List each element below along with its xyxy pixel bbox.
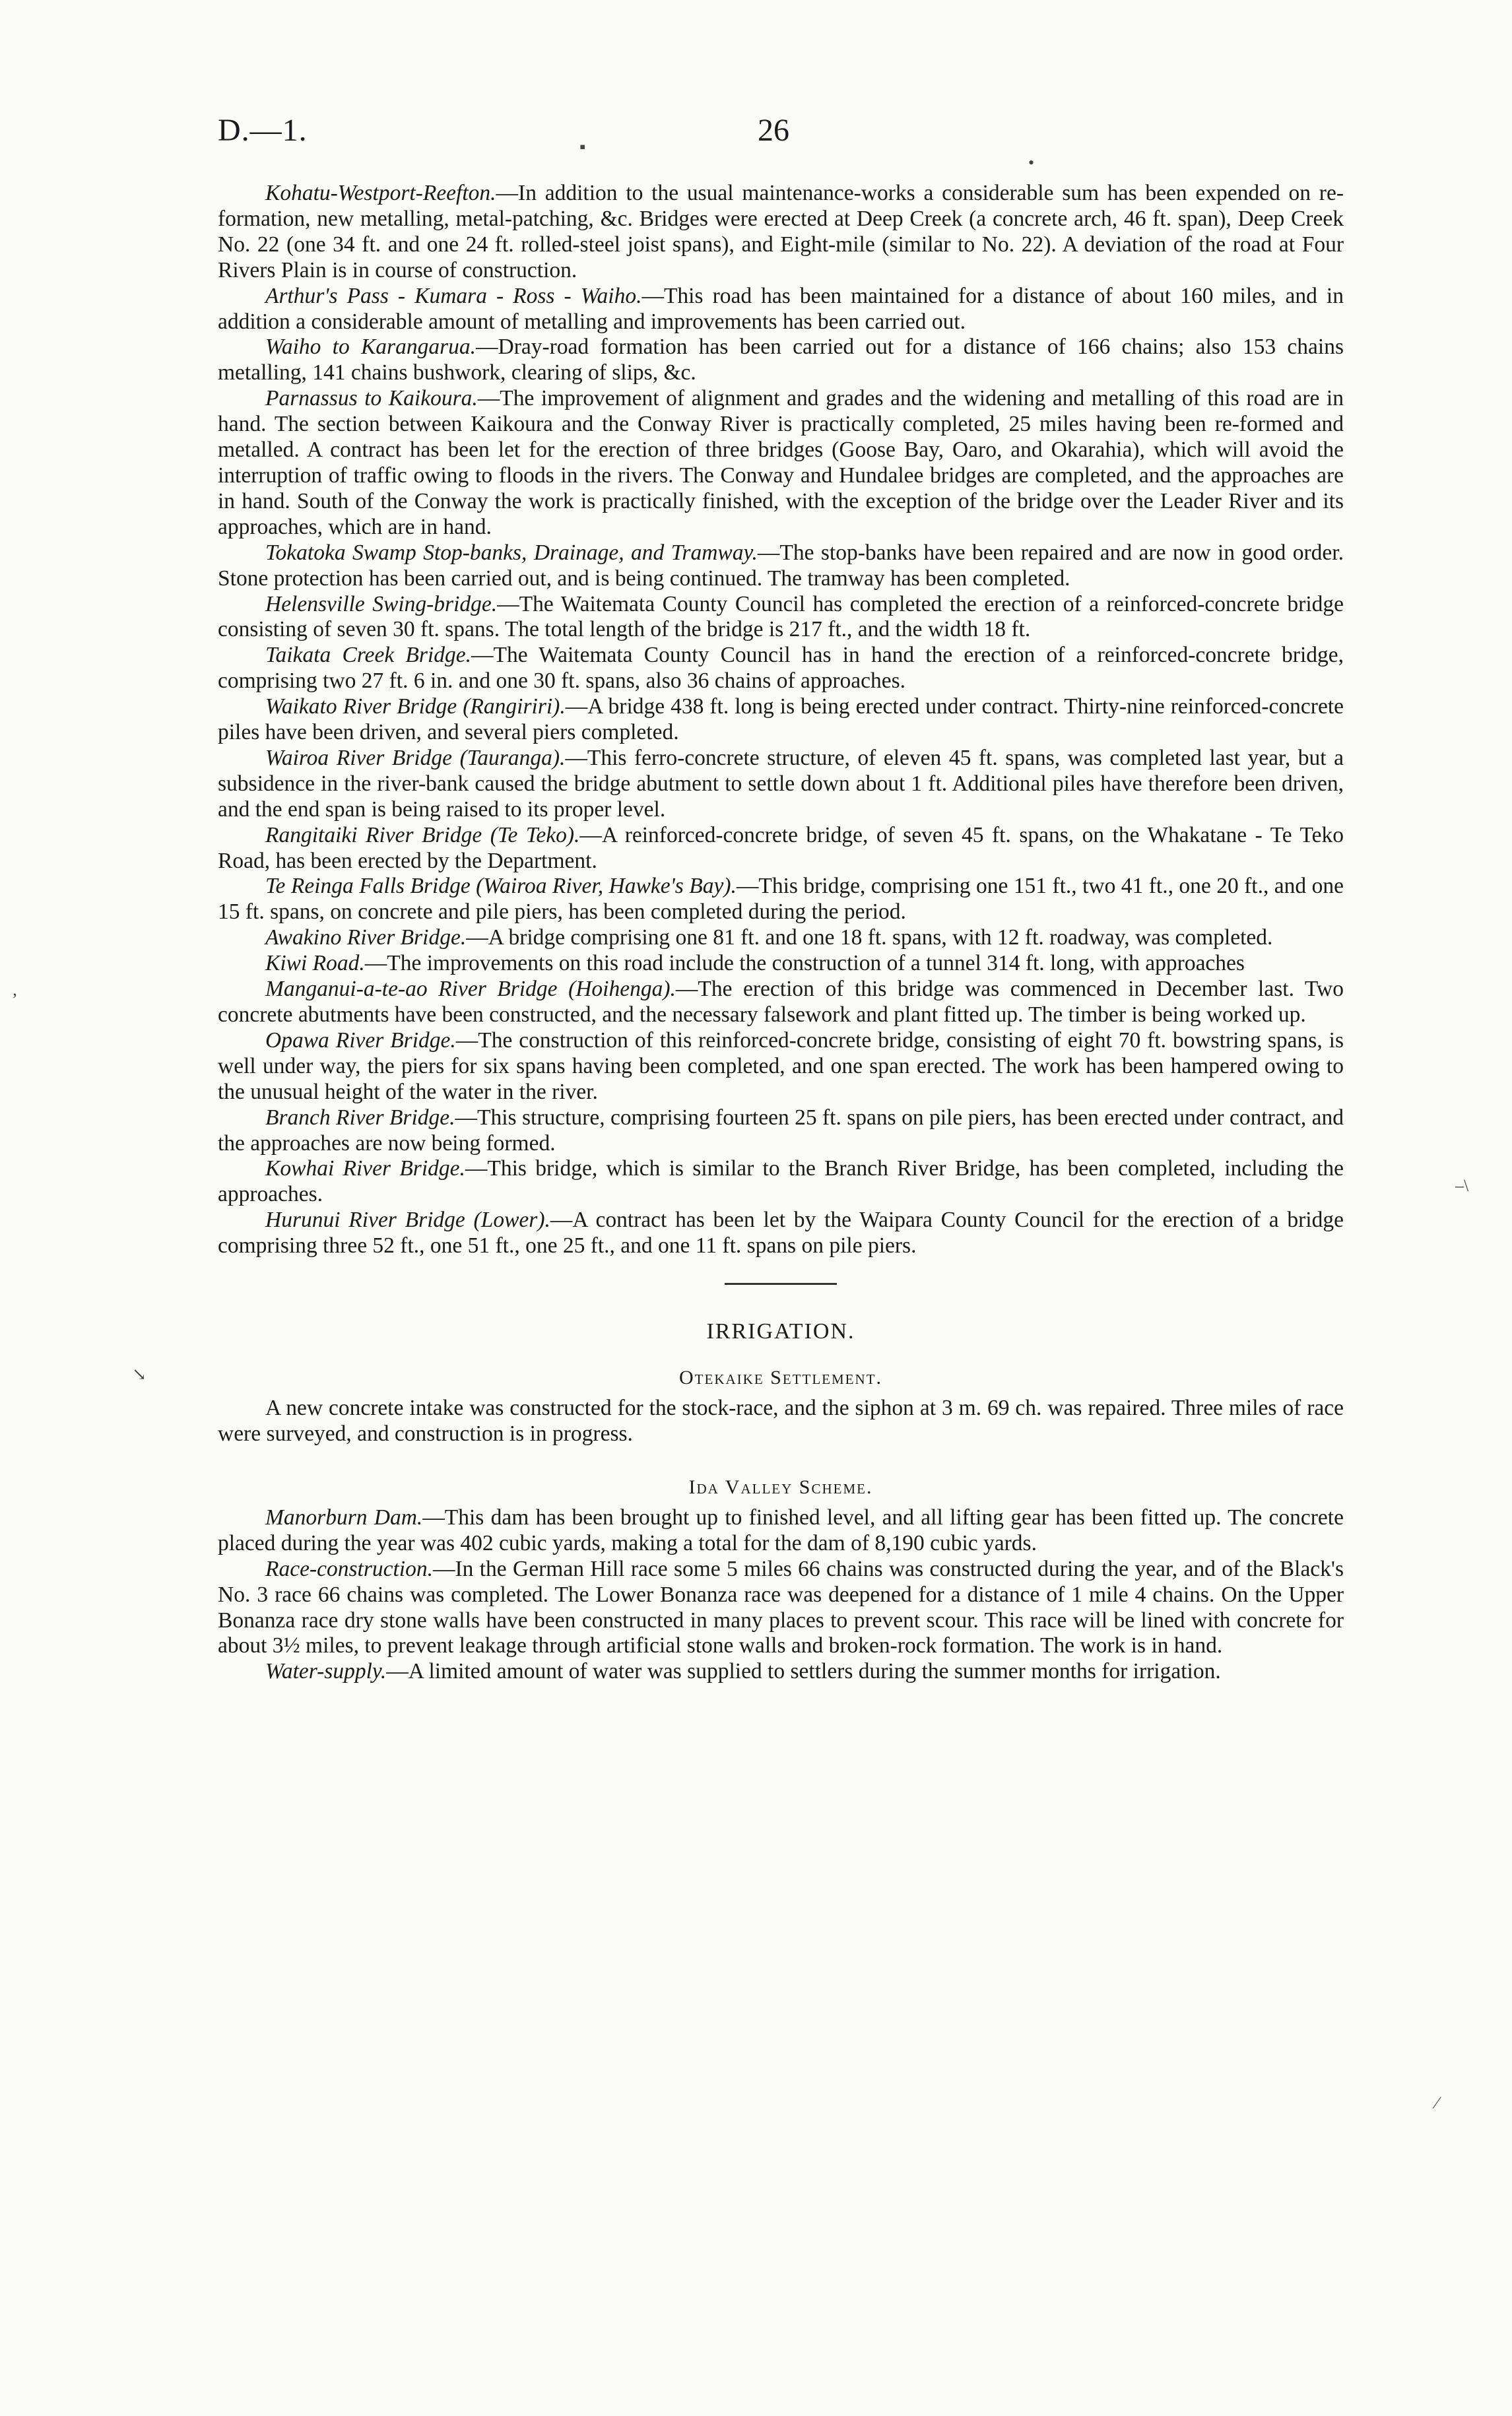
paragraph-wairoa: Wairoa River Bridge (Tauranga).—This ferro-concrete structure, of eleven 45 ft. spans, was completed last year, but a subsidence in the river-bank caused the bridge abutment to settle down about 1 ft. Additional piles have therefore been driven, and the end span is being raised to its proper level. [218, 745, 1344, 822]
paragraph-kiwi-road: Kiwi Road.—The improvements on this road include the construction of a tunnel 314 ft. long, with approaches [265, 951, 1245, 976]
paragraph-waikato: Waikato River Bridge (Rangiriri).—A bridge 438 ft. long is being erected under contract. Thirty-nine reinforced-concrete piles have been driven, and several piers completed. [218, 694, 1344, 745]
document-code: D.—1. [218, 113, 308, 148]
paragraph-hurunui: Hurunui River Bridge (Lower).—A contract has been let by the Waipara County Council for the erection of a bridge comprising three 52 ft., one 51 ft., one 25 ft., and one 11 ft. spans on pile piers. [218, 1208, 1344, 1258]
ida-valley-heading: Ida Valley Scheme. [688, 1476, 873, 1498]
spacer [218, 1447, 1344, 1476]
paragraph-race-construction: Race-construction.—In the German Hill race some 5 miles 66 chains was constructed during the year, and of the Black's No. 3 race 66 chains was completed. The Lower Bonanza race was deepened for a distance of 1 mile 4 chains. On the Upper Bonanza race dry stone walls have been constructed in many places to prevent scour. This race will be lined with concrete for about 3½ miles, to prevent leakage through artificial stone walls and broken-rock formation. The work is in hand. [218, 1556, 1344, 1658]
scan-speck: ▪ [579, 137, 586, 156]
section-divider [725, 1283, 837, 1285]
irrigation-heading: IRRIGATION. [706, 1319, 855, 1344]
irrigation-section [218, 1319, 1344, 1685]
scan-speck: ʼ [12, 990, 18, 1009]
paragraph-water-supply: Water-supply.—A limited amount of water was supplied to settlers during the summer months for irrigation. [265, 1659, 1221, 1684]
paragraph-te-reinga: Te Reinga Falls Bridge (Wairoa River, Hawke's Bay).—This bridge, comprising one 151 ft., two 41 ft., one 20 ft., and one 15 ft. spans, on concrete and pile piers, has been completed during the period. [218, 874, 1344, 925]
paragraph-awakino: Awakino River Bridge.—A bridge comprising one 81 ft. and one 18 ft. spans, with 12 ft. roadway, was completed. [265, 925, 1273, 950]
paragraph-arthurs-pass: Arthur's Pass - Kumara - Ross - Waiho.—This road has been maintained for a distance of about 160 miles, and in addition a considerable amount of metalling and improvements has been carried out. [218, 283, 1344, 334]
paragraph-otekaike: A new concrete intake was constructed for the stock-race, and the siphon at 3 m. 69 ch. was repaired. Three miles of race were surveyed, and construction is in progress. [218, 1396, 1344, 1446]
paragraph-manganui: Manganui-a-te-ao River Bridge (Hoihenga).—The erection of this bridge was commenced in December last. Two concrete abutments have been constructed, and the necessary falsework and plant fitted up. The timber is being worked up. [218, 977, 1344, 1027]
paragraph-waiho: Waiho to Karangarua.—Dray-road formation has been carried out for a distance of 166 chains; also 153 chains metalling, 141 chains bushwork, clearing of slips, &c. [218, 335, 1344, 385]
otekaike-heading: Otekaike Settlement. [679, 1367, 882, 1389]
paragraph-kohatu: Kohatu-Westport-Reefton.—In addition to the usual maintenance-works a considerable sum has been expended on re-formation, new metalling, metal-patching, &c. Bridges were erected at Deep Creek (a concrete arch, 46 ft. span), Deep Creek No. 22 (one 34 ft. and one 24 ft. rolled-steel joist spans), and Eight-mile (similar to No. 22). A deviation of the road at Four Rivers Plain is in course of construction. [218, 181, 1344, 282]
paragraph-opawa: Opawa River Bridge.—The construction of this reinforced-concrete bridge, consisting of eight 70 ft. bowstring spans, is well under way, the piers for six spans having been completed, and one span erected. The work has been hampered owing to the unusual height of the water in the river. [218, 1028, 1344, 1104]
paragraph-parnassus: Parnassus to Kaikoura.—The improvement of alignment and grades and the widening and metalling of this road are in hand. The section between Kaikoura and the Conway River is practically completed, 25 miles having been re-formed and metalled. A contract has been let for the erection of three bridges (Goose Bay, Oaro, and Okarahia), which will avoid the interruption of traffic owing to floods in the rivers. The Conway and Hundalee bridges are completed, and the approaches are in hand. South of the Conway the work is practically finished, with the exception of the bridge over the Leader River and its approaches, which are in hand. [218, 386, 1344, 539]
paragraph-rangitaiki: Rangitaiki River Bridge (Te Teko).—A reinforced-concrete bridge, of seven 45 ft. spans, on the Whakatane - Te Teko Road, has been erected by the Department. [218, 822, 1344, 873]
page-body [218, 181, 1344, 1685]
roads-section [218, 181, 1344, 1259]
paragraph-kowhai: Kowhai River Bridge.—This bridge, which is similar to the Branch River Bridge, has been completed, including the approaches. [218, 1156, 1344, 1207]
scan-speck: • [1028, 153, 1035, 172]
page-number: 26 [758, 113, 789, 148]
paragraph-taikata: Taikata Creek Bridge.—The Waitemata County Council has in hand the erection of a reinforced-concrete bridge, comprising two 27 ft. 6 in. and one 30 ft. spans, also 36 chains of approaches. [218, 643, 1344, 694]
scan-speck: –\ [1455, 1176, 1469, 1195]
scan-speck: ↘ [132, 1365, 147, 1384]
paragraph-helensville: Helensville Swing-bridge.—The Waitemata County Council has completed the erection of a reinforced-concrete bridge consisting of seven 30 ft. spans. The total length of the bridge is 217 ft., and the width 18 ft. [218, 591, 1344, 642]
paragraph-manorburn: Manorburn Dam.—This dam has been brought up to finished level, and all lifting gear has been fitted up. The concrete placed during the year was 402 cubic yards, making a total for the dam of 8,190 cubic yards. [218, 1505, 1344, 1555]
paragraph-tokatoka: Tokatoka Swamp Stop-banks, Drainage, and Tramway.—The stop-banks have been repaired and are now in good order. Stone protection has been carried out, and is being continued. The tramway has been completed. [218, 540, 1344, 591]
paragraph-branch-river: Branch River Bridge.—This structure, comprising fourteen 25 ft. spans on pile piers, has been erected under contract, and the approaches are now being formed. [218, 1105, 1344, 1156]
page-header [198, 112, 1360, 158]
scan-speck: ⁄ [1435, 2093, 1439, 2112]
